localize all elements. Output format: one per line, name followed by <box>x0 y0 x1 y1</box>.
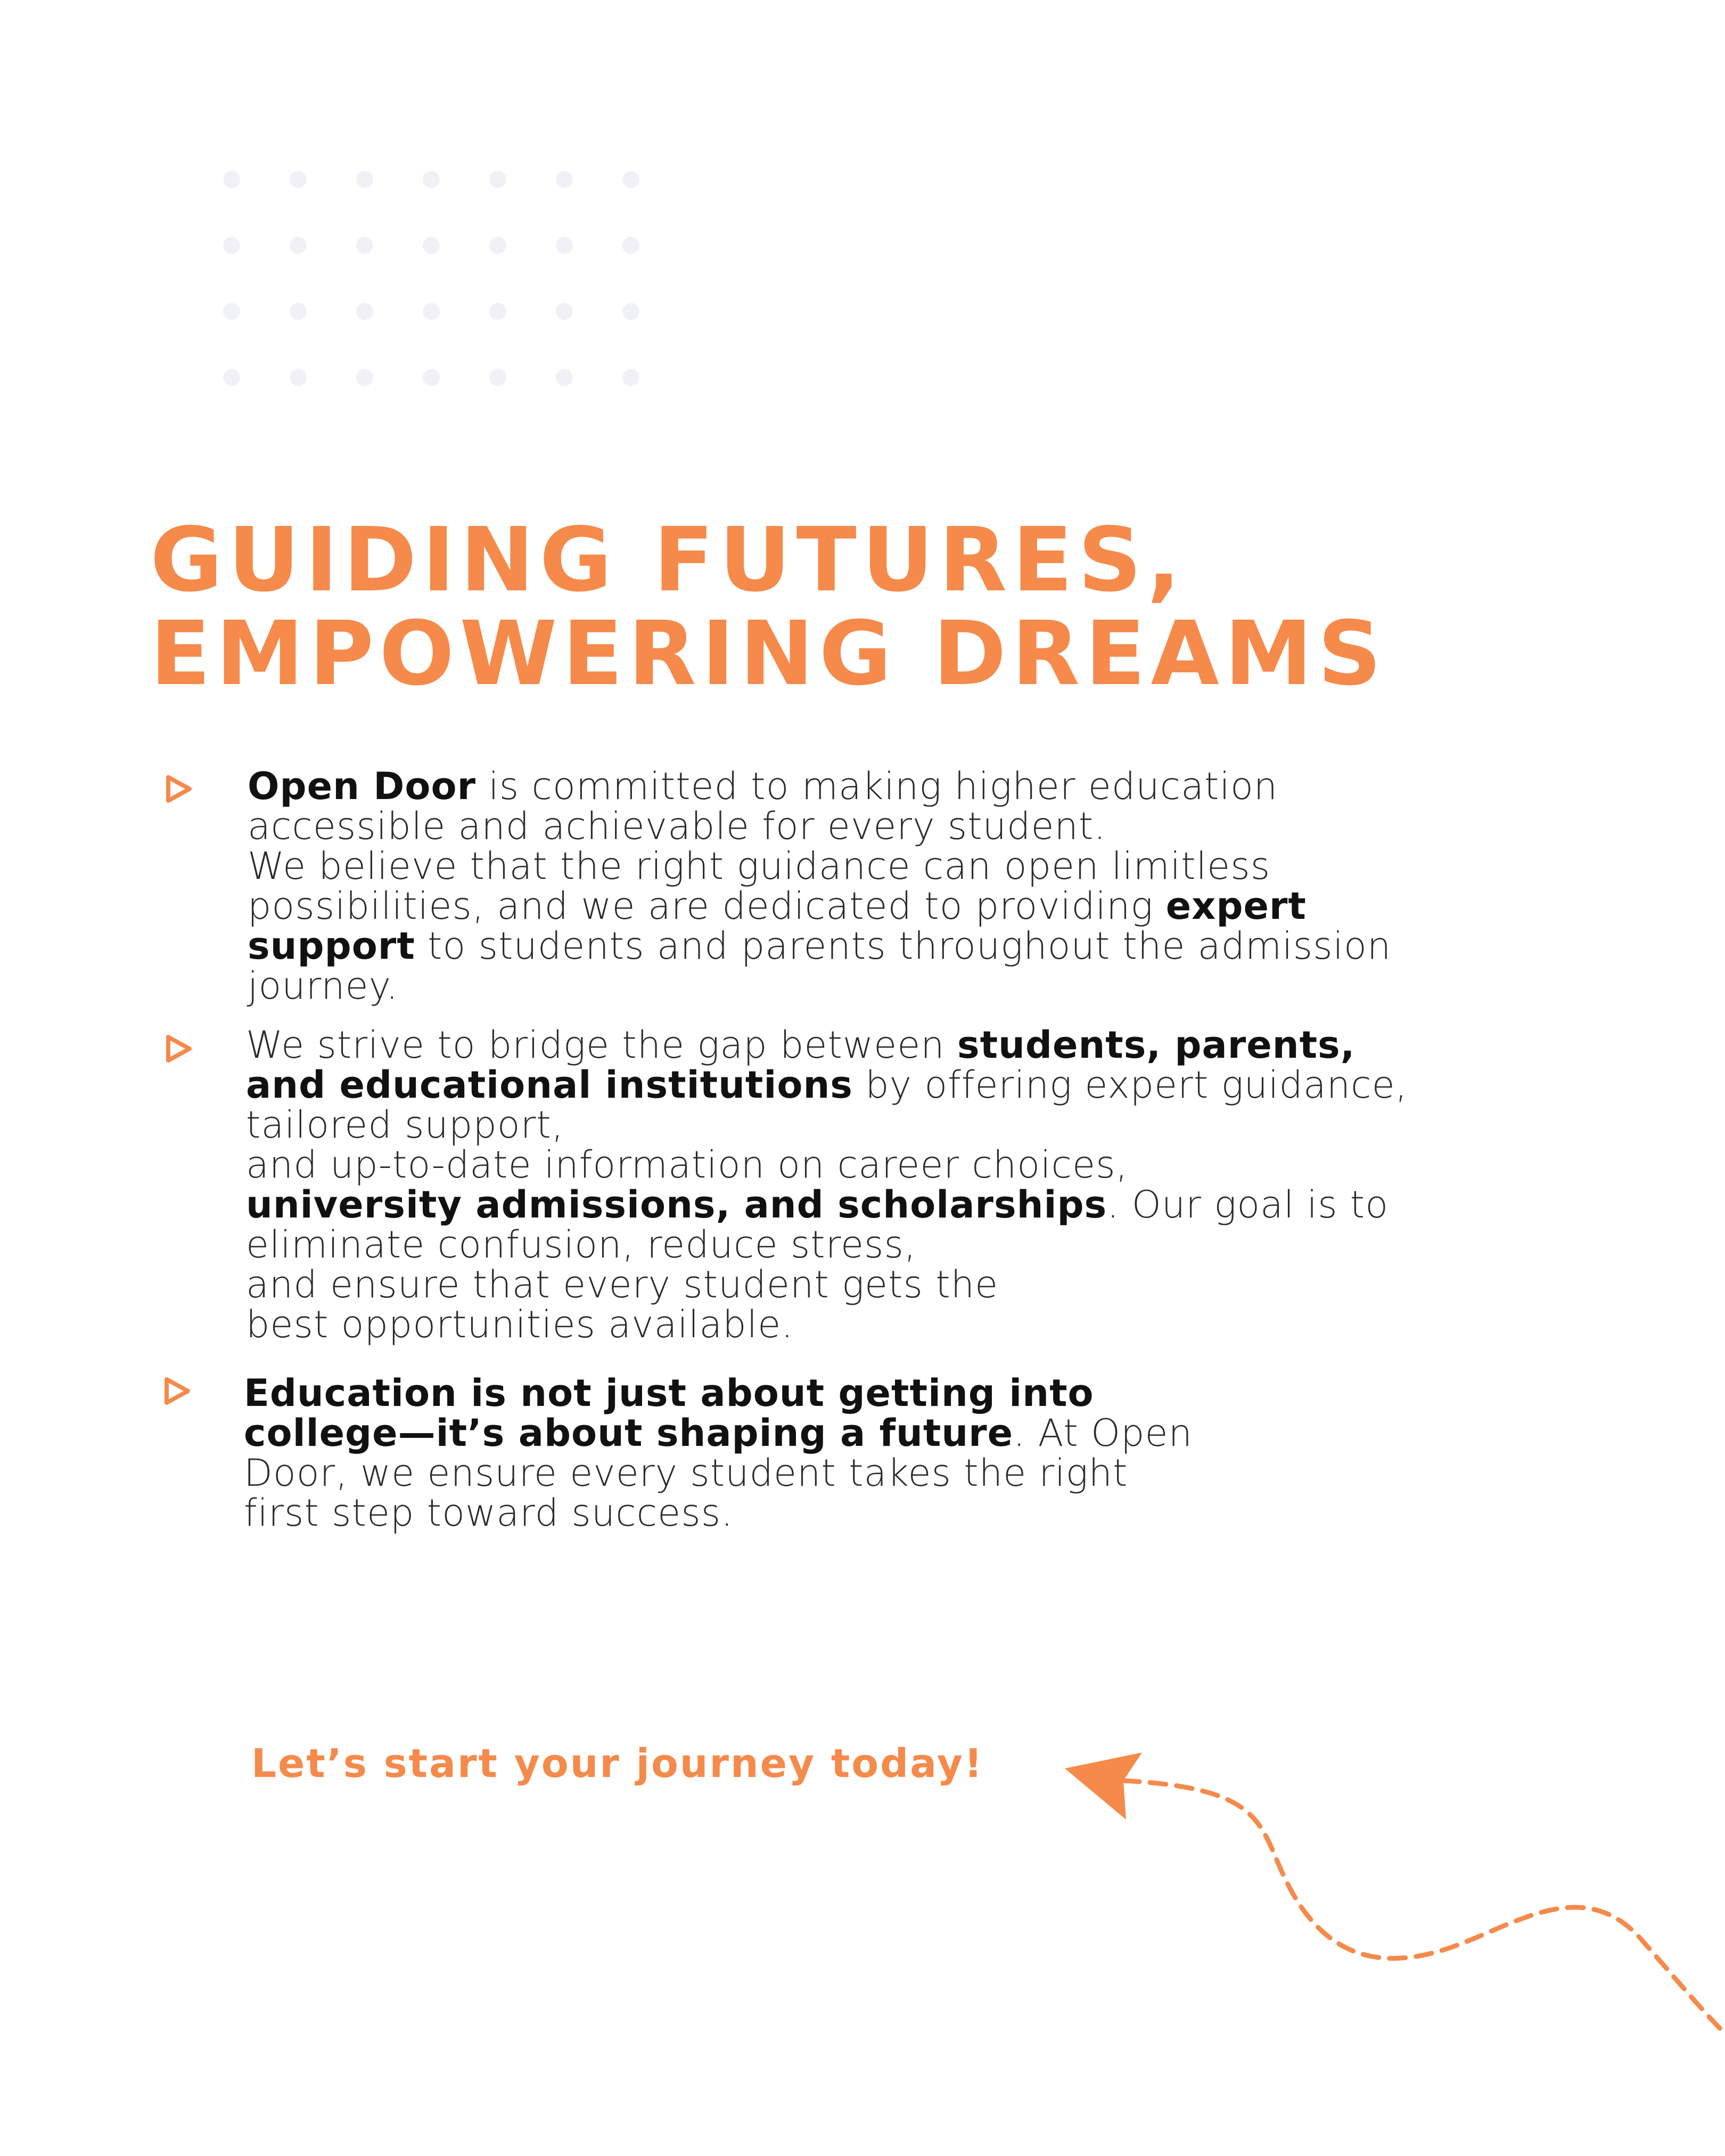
bullet-item-2: We strive to bridge the gap between students, parents, and educational institutions by offering expert guidance, tailored support, and up-to-date information on career choices, university admissions, and scholarships. Our goal is to eliminate confusion, reduce stress, and ensure that every student gets the best opportunities available. <box>246 1023 1408 1346</box>
headline-line-1: GUIDING FUTURES, <box>150 509 1186 612</box>
bullet-item-3: Education is not just about getting into college—it’s about shaping a future. At Open Door, we ensure every student takes the right first step toward success. <box>244 1371 1193 1535</box>
bullet-item-1: Open Door is committed to making higher education accessible and achievable for every student. We believe that the right guidance can open limitless possibilities, and we are dedicated to providing expert support to students and parents throughout the admission journey. <box>248 764 1392 1008</box>
bullet-1-brand-name: Open Door <box>248 764 477 808</box>
arrow-head-icon <box>1065 1752 1142 1820</box>
headline-line-2: EMPOWERING DREAMS <box>150 603 1387 705</box>
dashed-curve <box>1123 1781 1725 2034</box>
cta-text: Let’s start your journey today! <box>251 1741 984 1787</box>
